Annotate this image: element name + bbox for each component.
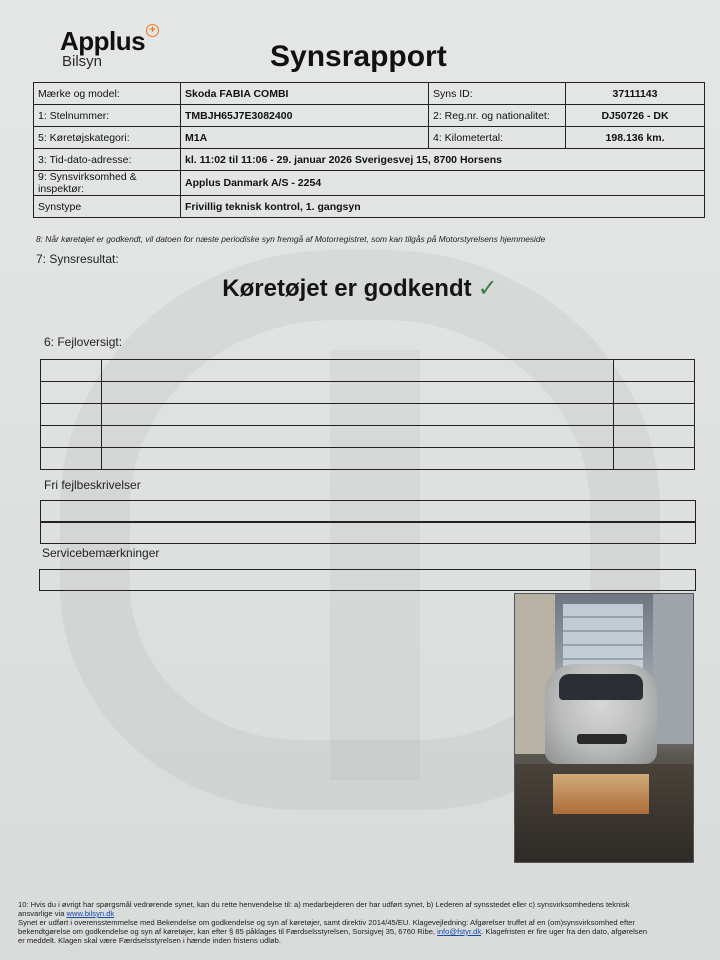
table-row xyxy=(41,404,695,426)
table-row xyxy=(34,149,705,171)
synsid-value: 37111143 xyxy=(566,83,705,105)
footer-line: 10: Hvis du i øvrigt har spørgsmål vedrørende synet, kan du rette henvendelse til: a) medarbejderen der har udført synet, b) Lederen af synsstedet eller c) synsvirksomhedens teknisk xyxy=(18,900,630,909)
footer-text xyxy=(18,900,708,945)
table-row xyxy=(34,105,705,127)
result-heading xyxy=(0,274,720,303)
table-row xyxy=(41,448,695,470)
table-row xyxy=(41,382,695,404)
stel-value: TMBJH65J7E3082400 xyxy=(181,105,429,127)
vehicle-photo xyxy=(514,593,694,863)
footer-line: Synet er udført i overensstemmelse med Bekendelse om godkendelse og syn af køretøjer, samt direktiv 2014/45/EU. Klagevejledning: Afgørelser truffet af en (om)synsvirksomhed efter xyxy=(18,918,635,927)
regnr-value: DJ50726 - DK xyxy=(566,105,705,127)
maerke-label: Mærke og model: xyxy=(34,83,181,105)
km-label: 4: Kilometertal: xyxy=(429,127,566,149)
applus-logo xyxy=(60,24,156,70)
synsid-label: Syns ID: xyxy=(429,83,566,105)
table-row xyxy=(34,196,705,218)
regnr-label: 2: Reg.nr. og nationalitet: xyxy=(429,105,566,127)
table-row xyxy=(34,127,705,149)
synstype-value: Frivillig teknisk kontrol, 1. gangsyn xyxy=(181,196,705,218)
kat-value: M1A xyxy=(181,127,429,149)
fri-label: Fri fejlbeskrivelser xyxy=(44,478,141,492)
plus-icon: + xyxy=(146,24,159,37)
table-row xyxy=(41,360,695,382)
check-icon: ✓ xyxy=(477,275,498,302)
synstype-label: Synstype xyxy=(34,196,181,218)
bilsyn-link[interactable]: www.bilsyn.dk xyxy=(66,909,115,918)
tid-label: 3: Tid-dato-adresse: xyxy=(34,149,181,171)
fault-table xyxy=(40,359,695,470)
footer-line: ansvarlige via www.bilsyn.dk xyxy=(18,909,115,918)
maerke-value: Skoda FABIA COMBI xyxy=(181,83,429,105)
vehicle-info-table xyxy=(33,82,705,218)
fejloversigt-label: 6: Fejloversigt: xyxy=(44,335,123,349)
service-box xyxy=(39,569,696,591)
insp-value: Applus Danmark A/S - 2254 xyxy=(181,171,705,196)
result-text: Køretøjet er godkendt xyxy=(222,275,472,302)
fstyr-email-link[interactable]: info@fstyr.dk xyxy=(437,927,482,936)
table-row xyxy=(41,426,695,448)
footer-line: bekendtgørelse om godkendelse og syn af køretøjer, kan efter § 85 påklages til Færdselsstyrelsen, Sorsigvej 35, 6760 Ribe, info@fstyr.dk. Klagefristen er fire uger fra den dato, afgørelsen xyxy=(18,927,648,936)
kat-label: 5: Køretøjskategori: xyxy=(34,127,181,149)
fri-box-1 xyxy=(40,500,696,522)
note-text: 8: Når køretøjet er godkendt, vil datoen for næste periodiske syn fremgå af Motorregistret, som kan tilgås på Motorstyrelsens hjemmeside xyxy=(36,234,546,244)
logo-sub: Bilsyn xyxy=(62,53,103,70)
stel-label: 1: Stelnummer: xyxy=(34,105,181,127)
footer-line: er meddelt. Klagen skal være Færdselsstyrelsen i hænde inden fristens udløb. xyxy=(18,936,281,945)
tid-value: kl. 11:02 til 11:06 - 29. januar 2026 Sverigesvej 15, 8700 Horsens xyxy=(181,149,705,171)
page-title: Synsrapport xyxy=(270,40,447,73)
table-row xyxy=(34,83,705,105)
table-row xyxy=(34,171,705,196)
fri-box-2 xyxy=(40,522,696,544)
km-value: 198.136 km. xyxy=(566,127,705,149)
logo-brand: Applus xyxy=(60,26,146,56)
insp-label: 9: Synsvirksomhed & inspektør: xyxy=(34,171,181,196)
service-label: Servicebemærkninger xyxy=(42,546,160,560)
synsresultat-label: 7: Synsresultat: xyxy=(36,252,119,266)
